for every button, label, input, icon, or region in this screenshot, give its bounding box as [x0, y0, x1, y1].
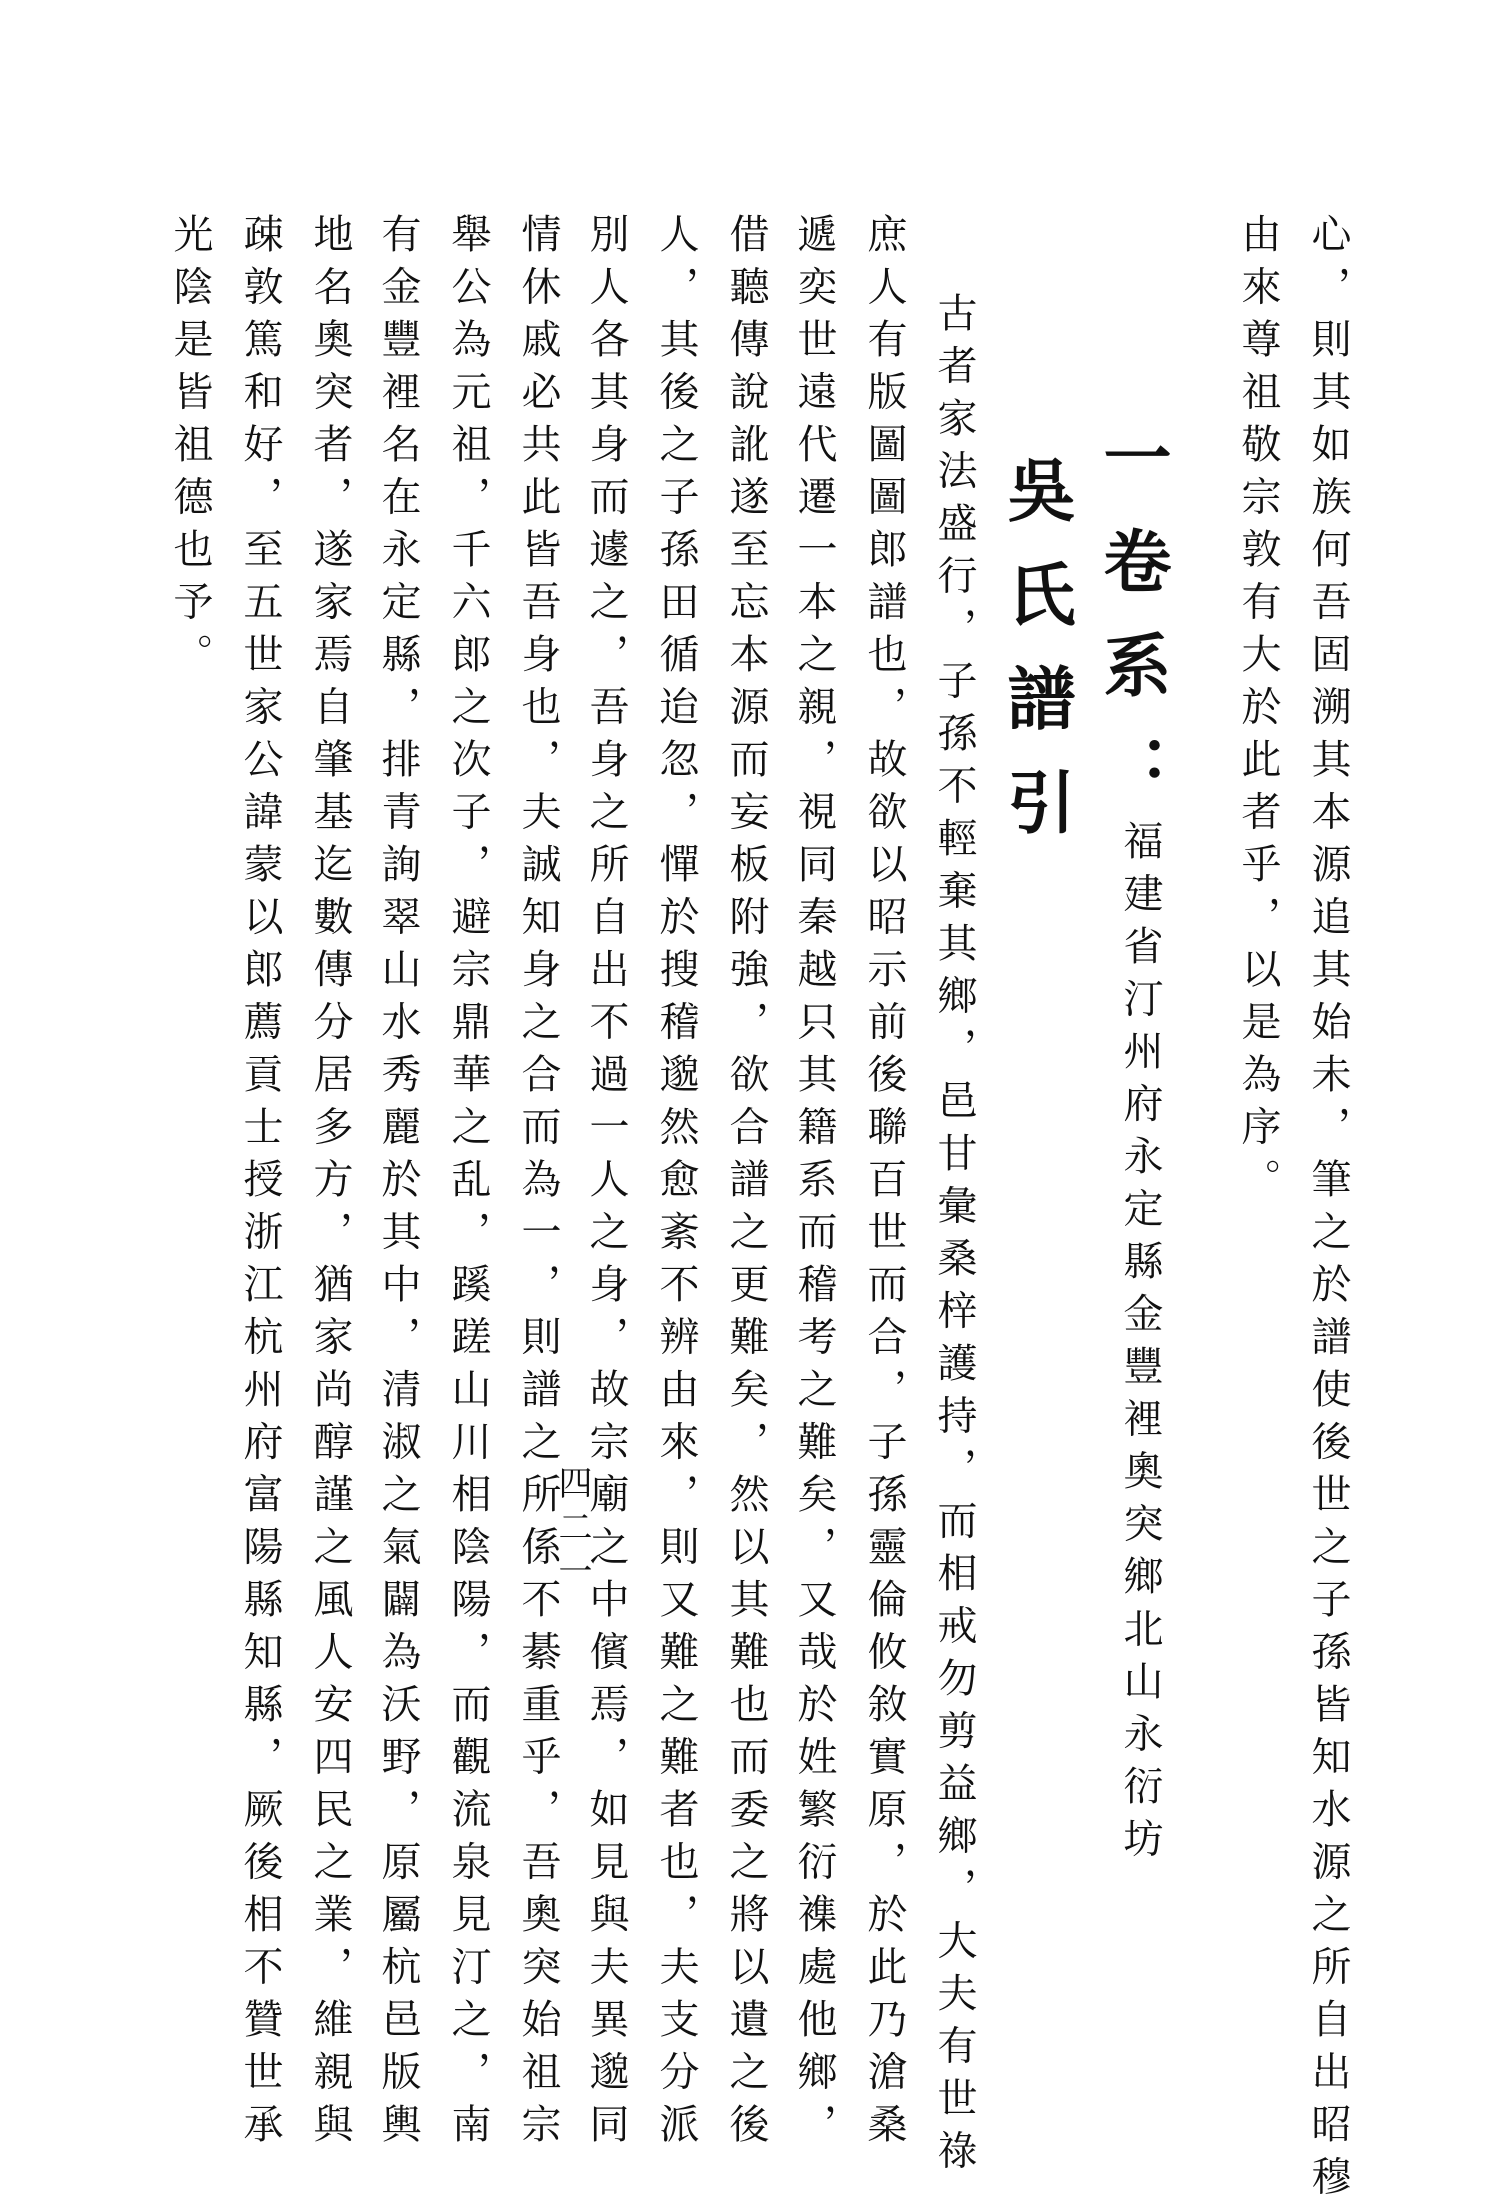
text-column-9: 情休戚必共此皆吾身也，夫誠知身之合而為一，則譜之所係不綦重乎，吾奧突始祖宗 — [515, 213, 561, 2156]
text-column-13: 疎敦篤和好，至五世家公諱蒙以郎薦貢士授浙江杭州府富陽縣知縣，厥後相不贊世承 — [237, 213, 283, 2156]
text-column-14: 光陰是皆祖德也予。 — [167, 213, 213, 686]
text-column-3: 古者家法盛行，子孫不輕棄其鄉，邑甘彙桑梓護持，而相戒勿剪益鄉，大夫有世祿 — [931, 292, 977, 2182]
text-column-11: 有金豐裡名在永定縣，排青詢翠山水秀麗於其中，清淑之氣闢為沃野，原屬杭邑版輿 — [375, 213, 421, 2156]
text-column-4: 庶人有版圖圖郎譜也，故欲以昭示前後聯百世而合，子孫靈倫攸敘實原，於此乃滄桑 — [861, 213, 907, 2156]
text-column-6: 借聽傳說訛遂至忘本源而妄板附強，欲合譜之更難矣，然以其難也而委之將以遺之後 — [723, 213, 769, 2156]
text-column-1: 心，則其如族何吾固溯其本源追其始未，筆之於譜使後世之子孫皆知水源之所自出昭穆 — [1305, 213, 1351, 2208]
text-column-12: 地名奧突者，遂家焉自肇基迄數傳分居多方，猶家尚醇謹之風人安四民之業，維親與 — [307, 213, 353, 2156]
page-number: 四二一 — [552, 1465, 592, 1597]
location-line: 福建省汀州府永定縣金豐裡奧突鄉北山永衍坊 — [1117, 820, 1163, 1870]
preface-title: 吳氏譜引 — [996, 455, 1076, 871]
text-column-2: 由來尊祖敬宗敦有大於此者乎，以是為序。 — [1235, 213, 1281, 1211]
text-column-8: 別人各其身而遽之，吾身之所自出不過一人之身，故宗廟之中儐焉，如見與夫異邈同 — [583, 213, 629, 2156]
text-column-10: 舉公為元祖，千六郎之次子，避宗鼎華之乱，蹊蹉山川相陰陽，而觀流泉見汀之，南 — [445, 213, 491, 2156]
text-column-7: 人，其後之子孫田循迨忽，憚於搜稽邈然愈紊不辨由來，則又難之難者也，夫支分派 — [653, 213, 699, 2156]
text-column-5: 遞奕世遠代遷一本之親，視同秦越只其籍系而稽考之難矣，又哉於姓繁衍襍處他鄉， — [791, 213, 837, 2156]
section-title: 一卷系： — [1092, 422, 1172, 838]
